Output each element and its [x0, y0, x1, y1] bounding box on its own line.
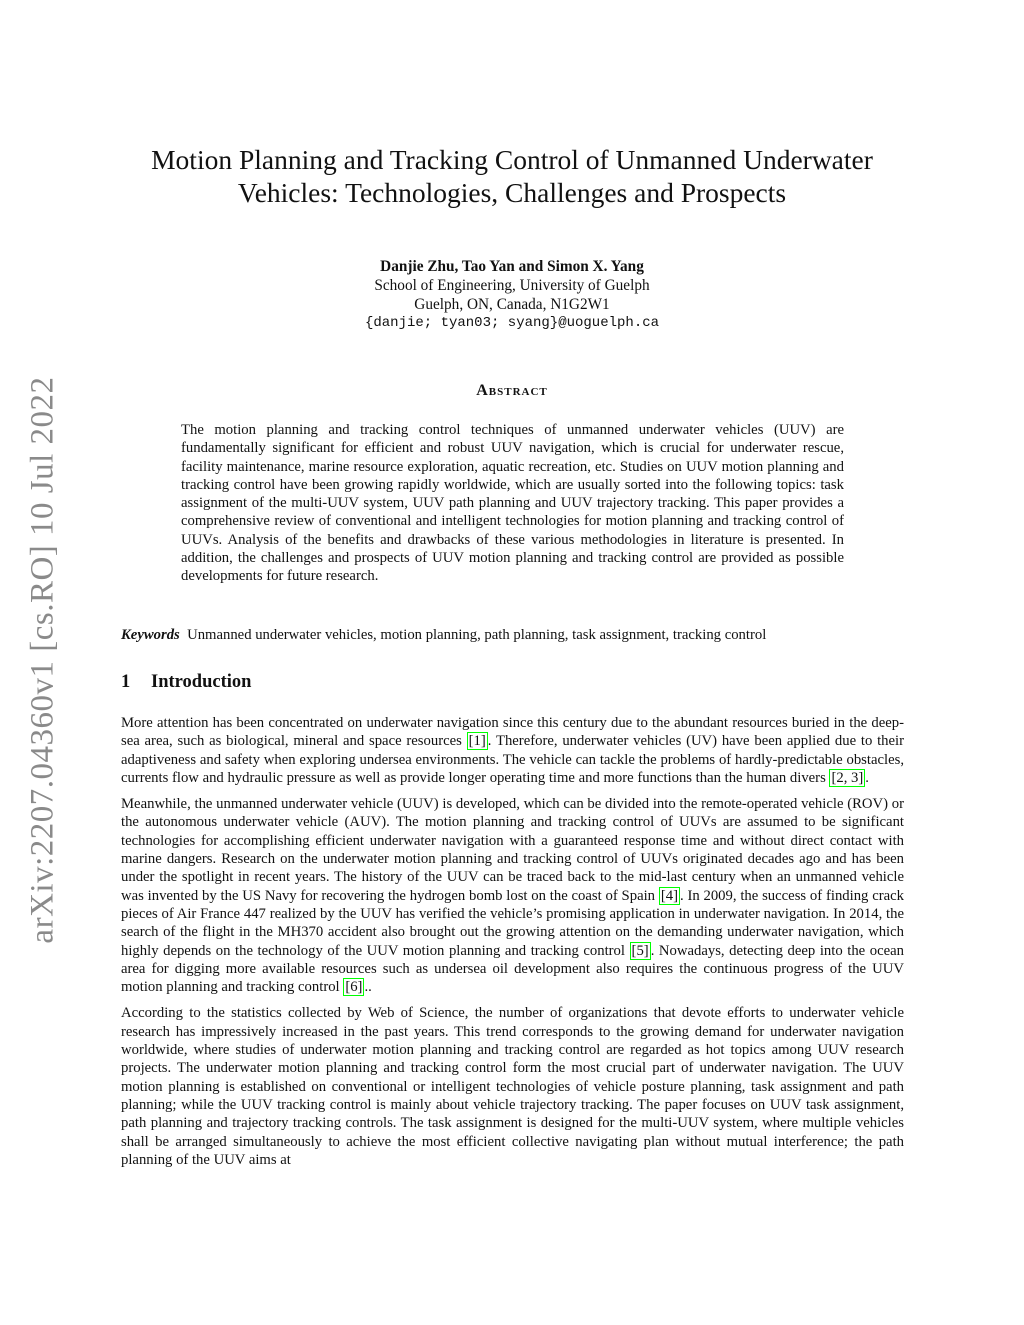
paragraph-2 [121, 795, 904, 996]
section-heading-introduction [121, 672, 521, 693]
arxiv-sidebar [8, 350, 78, 970]
paragraph-text: More attention has been concentrated on underwater navigation since this century due to the abundant resources buried in the deep-sea area, such as biological, mineral and space resources [121, 715, 904, 750]
author-names: Danjie Zhu, Tao Yan and Simon X. Yang [380, 258, 644, 275]
introduction-body [121, 714, 904, 1177]
affiliation-line-1: School of Engineering, University of Guelph [374, 277, 650, 294]
paper-title [100, 143, 924, 209]
paragraph-text: Meanwhile, the unmanned underwater vehicle (UUV) is developed, which can be divided into the remote-operated vehicle (ROV) or the autonomous underwater vehicle (AUV). The motion planning and tracking control of UUVs are assumed to be significant technologies for accomplishing efficient underwater navigation with a guaranteed response time and without direct contact with marine dangers. Research on the underwater motion planning and tracking control of UUVs originated decades ago and has been under the spotlight in recent years. The history of the UUV can be traced back to the mid-last century when an unmanned vehicle was invented by the US Navy for recovering the hydrogen bomb lost on the coast of Spain [121, 796, 904, 904]
author-emails: {danjie; tyan03; syang}@uoguelph.ca [364, 315, 660, 331]
paragraph-1 [121, 714, 904, 787]
paragraph-text: . Nowadays, detecting deep into the ocean area for digging more available resources such as undersea oil development also requires the continuous progress of the UUV motion planning and tracking control [121, 942, 904, 996]
keywords [121, 626, 911, 644]
citation-link[interactable]: [2, 3] [831, 769, 864, 786]
keywords-text: Unmanned underwater vehicles, motion planning, path planning, task assignment, tracking control [187, 627, 767, 643]
title-line-2: Vehicles: Technologies, Challenges and Prospects [237, 177, 787, 208]
paragraph-text: . [865, 769, 869, 786]
paragraph-text: . Therefore, underwater vehicles (UV) have been applied due to their adaptiveness and safety when exploring undersea environments. The vehicle can tackle the problems of hardly-predictable obstacles, currents flow and hydraulic pressure as well as provide longer operating time and more functions than the human divers [121, 733, 904, 786]
abstract-text: The motion planning and tracking control techniques of unmanned underwater vehicles (UUV) are fundamentally significant for efficient and robust UUV navigation, which is crucial for underwater rescue, facility maintenance, marine resource exploration, aquatic recreation, etc. Studies on UUV motion planning and tracking control have been growing rapidly worldwide, which are usually sorted into the following topics: task assignment of the multi-UUV system, UUV path planning and UUV trajectory tracking. This paper provides a comprehensive review of conventional and intelligent technologies for motion planning and tracking control of UUVs. Analysis of the benefits and drawbacks of these various methodologies in literature is presented. In addition, the challenges and prospects of UUV motion planning and tracking control are provided as possible developments for future research. [181, 422, 844, 585]
section-title: Introduction [151, 672, 252, 692]
arxiv-identifier: arXiv:2207.04360v1 [cs.RO] 10 Jul 2022 [24, 376, 61, 944]
author-block [200, 257, 824, 333]
citation-link[interactable]: [1] [468, 733, 486, 750]
citation-link[interactable]: [6] [345, 979, 363, 996]
section-number: 1 [121, 672, 131, 692]
paragraph-3: According to the statistics collected by Web of Science, the number of organizations that devote efforts to underwater vehicle research has impressively increased in the past years. This trend corresponds to the growing demand for underwater navigation worldwide, where studies of underwater motion planning and tracking control are regarded as hot topics among UUV research projects. The underwater motion planning and tracking control form the most crucial part of underwater navigation. The UUV motion planning is established on conventional or intelligent technologies of vehicle posture planning, task assignment and path planning; while the UUV tracking control is mainly about vehicle trajectory tracking. The paper focuses on UUV task assignment, path planning and trajectory tracking controls. The task assignment is designed for the multi-UUV system, where multiple vehicles shall be arranged simultaneously to achieve the most efficient collective navigating plan without mutual interference; the path planning of the UUV aims at [121, 1005, 904, 1168]
affiliation-line-2: Guelph, ON, Canada, N1G2W1 [414, 296, 610, 313]
paragraph-text: .. [364, 979, 372, 996]
title-line-1: Motion Planning and Tracking Control of Unmanned Underwater [151, 144, 873, 175]
abstract-heading: Abstract [476, 382, 548, 399]
citation-link[interactable]: [4] [660, 887, 678, 904]
keywords-label: Keywords [121, 627, 180, 643]
paragraph-text: . In 2009, the success of finding crack pieces of Air France 447 realized by the UUV has verified the vehicle’s promising application in underwater navigation. In 2014, the search of the flight in the MH370 accident also brought out the growing attention on the demanding underwater navigation, which highly depends on the technology of the UUV motion planning and tracking control [121, 887, 904, 959]
citation-link[interactable]: [5] [631, 942, 649, 959]
